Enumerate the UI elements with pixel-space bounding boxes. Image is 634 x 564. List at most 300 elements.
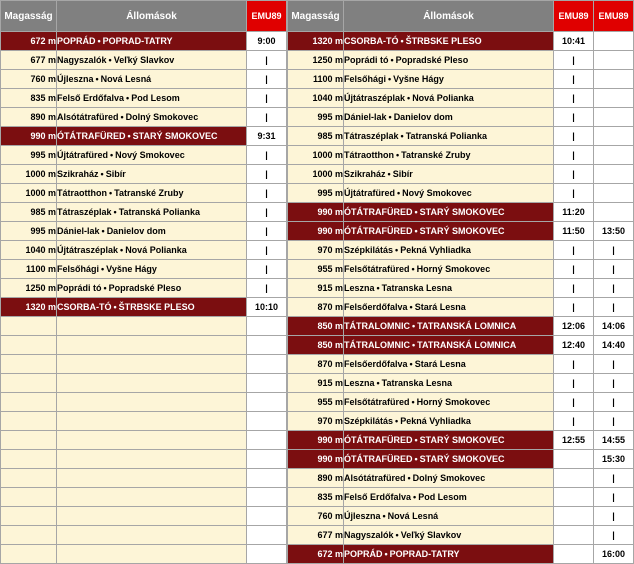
altitude-cell: 850 m <box>288 336 344 355</box>
empty-cell <box>1 507 57 526</box>
altitude-cell: 1100 m <box>288 70 344 89</box>
separator: • <box>113 207 117 217</box>
station-name: TÁTRALOMNIC <box>344 340 410 350</box>
station-row <box>288 127 634 146</box>
separator: • <box>388 112 392 122</box>
altitude-cell: 1000 m <box>288 165 344 184</box>
station-cell <box>57 184 247 203</box>
station-name: Felsőerdőfalva <box>344 359 408 369</box>
empty-cell <box>1 488 57 507</box>
time-cell <box>594 32 634 51</box>
major-station-row <box>288 431 634 450</box>
station-alias: Pekná Vyhliadka <box>400 416 471 426</box>
time-cell: | <box>554 108 594 127</box>
separator: • <box>412 340 416 350</box>
empty-row <box>1 431 287 450</box>
time-cell: | <box>594 260 634 279</box>
station-cell <box>344 431 554 450</box>
time-cell: 10:10 <box>247 298 287 317</box>
altitude-cell: 990 m <box>288 222 344 241</box>
station-cell <box>57 108 247 127</box>
separator: • <box>376 378 380 388</box>
station-name: Lesznа <box>344 378 375 388</box>
station-cell <box>344 89 554 108</box>
station-name: ÓTÁTRAFÜRED <box>344 226 413 236</box>
timetable-right-body <box>288 32 634 564</box>
time-cell: | <box>554 298 594 317</box>
station-alias: STARÝ SMOKOVEC <box>419 207 505 217</box>
station-row <box>1 70 287 89</box>
separator: • <box>414 454 418 464</box>
station-name: Tátraszéplak <box>344 131 399 141</box>
time-cell: 9:31 <box>247 127 287 146</box>
empty-cell <box>57 450 247 469</box>
station-alias: Pod Lesom <box>418 492 467 502</box>
time-cell: 10:41 <box>554 32 594 51</box>
station-row <box>1 222 287 241</box>
time-cell <box>554 469 594 488</box>
station-alias: Nová Lesná <box>100 74 152 84</box>
station-cell <box>57 241 247 260</box>
major-station-row <box>288 317 634 336</box>
station-row <box>288 184 634 203</box>
separator: • <box>100 169 104 179</box>
time-cell: | <box>594 298 634 317</box>
station-cell <box>344 184 554 203</box>
altitude-cell: 760 m <box>288 507 344 526</box>
empty-cell <box>57 488 247 507</box>
time-cell: | <box>247 279 287 298</box>
time-cell: | <box>247 222 287 241</box>
time-cell: | <box>594 488 634 507</box>
major-station-row <box>288 32 634 51</box>
station-alias: Nová Lesná <box>387 511 439 521</box>
station-row <box>1 241 287 260</box>
station-name: Újtátrafüred <box>57 150 109 160</box>
time-cell: 12:40 <box>554 336 594 355</box>
empty-cell <box>247 469 287 488</box>
station-name: Felsőhági <box>57 264 100 274</box>
time-cell: | <box>554 165 594 184</box>
station-alias: Tatranska Lesna <box>381 378 453 388</box>
station-name: Tátraotthon <box>57 188 107 198</box>
station-name: Újleszna <box>57 74 94 84</box>
station-row <box>288 241 634 260</box>
station-alias: Vyšne Hágy <box>393 74 444 84</box>
station-name: Alsótátrafüred <box>344 473 406 483</box>
station-alias: Dolný Smokovec <box>412 473 486 483</box>
time-cell: | <box>247 89 287 108</box>
station-row <box>288 488 634 507</box>
time-cell: | <box>594 393 634 412</box>
station-alias: Tatranské Zruby <box>114 188 184 198</box>
time-cell: | <box>554 393 594 412</box>
empty-cell <box>247 374 287 393</box>
station-cell <box>57 51 247 70</box>
station-row <box>288 51 634 70</box>
separator: • <box>414 226 418 236</box>
station-alias: Stará Lesna <box>414 302 466 312</box>
separator: • <box>376 283 380 293</box>
station-name: CSORBA-TÓ <box>57 302 112 312</box>
major-station-row <box>288 545 634 564</box>
empty-cell <box>247 336 287 355</box>
time-cell: 14:40 <box>594 336 634 355</box>
empty-cell <box>1 545 57 564</box>
empty-row <box>1 355 287 374</box>
separator: • <box>407 473 411 483</box>
timetable-right <box>287 0 634 564</box>
time-cell <box>594 70 634 89</box>
time-cell: | <box>247 108 287 127</box>
time-cell: | <box>554 146 594 165</box>
altitude-cell: 955 m <box>288 260 344 279</box>
empty-cell <box>1 393 57 412</box>
station-row <box>288 412 634 431</box>
time-cell: | <box>594 355 634 374</box>
station-name: ÓTÁTRAFÜRED <box>344 454 413 464</box>
altitude-cell: 985 m <box>288 127 344 146</box>
station-name: Szépkilátás <box>344 416 394 426</box>
time-cell: 11:20 <box>554 203 594 222</box>
station-alias: TATRANSKÁ LOMNICA <box>417 340 517 350</box>
empty-cell <box>57 393 247 412</box>
separator: • <box>388 74 392 84</box>
time-cell <box>594 127 634 146</box>
station-cell <box>57 127 247 146</box>
empty-cell <box>247 526 287 545</box>
empty-cell <box>1 450 57 469</box>
station-name: POPRÁD <box>57 36 96 46</box>
separator: • <box>103 283 107 293</box>
station-cell <box>344 203 554 222</box>
time-cell: 12:06 <box>554 317 594 336</box>
station-row <box>1 203 287 222</box>
station-cell <box>344 526 554 545</box>
altitude-cell: 1000 m <box>288 146 344 165</box>
station-name: Poprádi tó <box>344 55 389 65</box>
separator: • <box>384 549 388 559</box>
station-alias: Popradské Pleso <box>108 283 182 293</box>
empty-cell <box>57 317 247 336</box>
empty-row <box>1 469 287 488</box>
station-alias: Stará Lesna <box>414 359 466 369</box>
station-name: Felsőtátrafüred <box>344 397 410 407</box>
station-row <box>1 146 287 165</box>
separator: • <box>109 188 113 198</box>
empty-cell <box>247 412 287 431</box>
station-cell <box>344 317 554 336</box>
station-alias: Vyšne Hágy <box>106 264 157 274</box>
time-cell <box>594 89 634 108</box>
separator: • <box>382 511 386 521</box>
altitude-cell: 850 m <box>288 317 344 336</box>
empty-cell <box>57 412 247 431</box>
station-name: ÓTÁTRAFÜRED <box>344 207 413 217</box>
altitude-cell: 1100 m <box>1 260 57 279</box>
station-row <box>288 393 634 412</box>
time-cell: | <box>594 241 634 260</box>
altitude-cell: 1000 m <box>1 184 57 203</box>
station-alias: TATRANSKÁ LOMNICA <box>417 321 517 331</box>
station-name: Felsőtátrafüred <box>344 264 410 274</box>
time-cell: | <box>594 507 634 526</box>
empty-cell <box>1 336 57 355</box>
altitude-cell: 672 m <box>288 545 344 564</box>
altitude-cell: 970 m <box>288 241 344 260</box>
station-cell <box>344 32 554 51</box>
station-name: ÓTÁTRAFÜRED <box>344 435 413 445</box>
time-cell <box>554 507 594 526</box>
station-alias: Veľký Slavkov <box>113 55 175 65</box>
time-cell <box>594 165 634 184</box>
station-row <box>288 469 634 488</box>
station-row <box>288 374 634 393</box>
station-row <box>1 260 287 279</box>
empty-cell <box>57 355 247 374</box>
station-name: Újtátrafüred <box>344 188 396 198</box>
altitude-cell: 835 m <box>288 488 344 507</box>
empty-cell <box>247 507 287 526</box>
altitude-cell: 915 m <box>288 279 344 298</box>
station-row <box>1 108 287 127</box>
altitude-cell: 955 m <box>288 393 344 412</box>
empty-cell <box>57 507 247 526</box>
time-cell: | <box>554 355 594 374</box>
empty-cell <box>57 526 247 545</box>
station-row <box>288 355 634 374</box>
empty-cell <box>57 469 247 488</box>
station-row <box>1 89 287 108</box>
time-cell <box>594 51 634 70</box>
header-row <box>288 1 634 32</box>
separator: • <box>400 131 404 141</box>
time-cell: | <box>554 260 594 279</box>
separator: • <box>395 530 399 540</box>
major-station-row <box>288 203 634 222</box>
major-station-row <box>1 32 287 51</box>
station-name: POPRÁD <box>344 549 383 559</box>
time-cell: | <box>554 279 594 298</box>
separator: • <box>113 302 117 312</box>
station-cell <box>57 298 247 317</box>
altitude-cell: 1040 m <box>288 89 344 108</box>
altitude-cell: 1250 m <box>288 51 344 70</box>
station-name: Dániel-lak <box>344 112 387 122</box>
time-cell: | <box>594 526 634 545</box>
empty-cell <box>247 545 287 564</box>
empty-cell <box>247 355 287 374</box>
altitude-cell: 995 m <box>288 184 344 203</box>
station-alias: POPRAD-TATRY <box>102 36 173 46</box>
time-cell: 11:50 <box>554 222 594 241</box>
station-name: TÁTRALOMNIC <box>344 321 410 331</box>
station-alias: Nový Smokovec <box>115 150 185 160</box>
station-row <box>288 70 634 89</box>
empty-row <box>1 317 287 336</box>
empty-row <box>1 507 287 526</box>
time-cell: 13:50 <box>594 222 634 241</box>
altitude-cell: 995 m <box>288 108 344 127</box>
altitude-cell: 1040 m <box>1 241 57 260</box>
empty-row <box>1 488 287 507</box>
station-cell <box>57 222 247 241</box>
time-cell: 9:00 <box>247 32 287 51</box>
station-row <box>1 184 287 203</box>
time-cell: | <box>247 70 287 89</box>
station-cell <box>344 298 554 317</box>
separator: • <box>407 93 411 103</box>
altitude-cell: 760 m <box>1 70 57 89</box>
station-alias: Horný Smokovec <box>416 264 491 274</box>
time-cell: | <box>594 279 634 298</box>
empty-cell <box>247 393 287 412</box>
time-cell: | <box>247 203 287 222</box>
empty-cell <box>1 374 57 393</box>
time-cell: 16:00 <box>594 545 634 564</box>
station-name: Felsőerdőfalva <box>344 302 408 312</box>
altitude-cell: 990 m <box>288 450 344 469</box>
train-header: EMU89 <box>594 1 634 32</box>
station-row <box>288 165 634 184</box>
station-cell <box>344 507 554 526</box>
station-row <box>288 108 634 127</box>
station-name: Újtátraszéplak <box>57 245 119 255</box>
station-row <box>288 526 634 545</box>
station-name: Dániel-lak <box>57 226 100 236</box>
station-alias: Tatranská Polianka <box>118 207 201 217</box>
header-row <box>1 1 287 32</box>
station-cell <box>344 488 554 507</box>
separator: • <box>411 264 415 274</box>
time-cell: | <box>247 51 287 70</box>
separator: • <box>395 245 399 255</box>
station-name: Nagyszalók <box>344 530 394 540</box>
station-cell <box>344 51 554 70</box>
station-row <box>1 51 287 70</box>
separator: • <box>101 264 105 274</box>
empty-row <box>1 450 287 469</box>
station-row <box>1 165 287 184</box>
station-row <box>1 279 287 298</box>
altitude-cell: 970 m <box>288 412 344 431</box>
station-alias: ŠTRBSKE PLESO <box>118 302 195 312</box>
station-alias: Dolný Smokovec <box>125 112 199 122</box>
time-cell: | <box>594 469 634 488</box>
station-name: Újtátraszéplak <box>344 93 406 103</box>
station-alias: Horný Smokovec <box>416 397 491 407</box>
station-row <box>288 279 634 298</box>
empty-cell <box>1 355 57 374</box>
time-cell <box>594 184 634 203</box>
time-cell: | <box>554 127 594 146</box>
station-name: Felsőhági <box>344 74 387 84</box>
station-cell <box>344 355 554 374</box>
empty-cell <box>247 450 287 469</box>
station-alias: Veľký Slavkov <box>400 530 462 540</box>
station-cell <box>57 89 247 108</box>
major-station-row <box>288 450 634 469</box>
separator: • <box>101 226 105 236</box>
separator: • <box>97 36 101 46</box>
altitude-cell: 995 m <box>1 222 57 241</box>
time-cell: | <box>554 412 594 431</box>
station-alias: Pod Lesom <box>131 93 180 103</box>
empty-cell <box>57 431 247 450</box>
empty-cell <box>57 374 247 393</box>
station-cell <box>344 279 554 298</box>
station-alias: STARÝ SMOKOVEC <box>419 435 505 445</box>
empty-row <box>1 374 287 393</box>
station-cell <box>57 32 247 51</box>
empty-cell <box>1 469 57 488</box>
station-alias: POPRAD-TATRY <box>389 549 460 559</box>
separator: • <box>414 435 418 445</box>
empty-cell <box>247 317 287 336</box>
station-name: Leszna <box>344 283 375 293</box>
major-station-row <box>288 222 634 241</box>
time-cell: | <box>554 374 594 393</box>
station-cell <box>57 260 247 279</box>
station-cell <box>57 203 247 222</box>
altitude-cell: 870 m <box>288 355 344 374</box>
time-cell: | <box>554 70 594 89</box>
altitude-cell: 677 m <box>1 51 57 70</box>
time-cell: | <box>247 241 287 260</box>
station-alias: STARÝ SMOKOVEC <box>419 226 505 236</box>
time-cell: | <box>554 89 594 108</box>
stations-header: Állomások <box>57 1 247 32</box>
station-alias: Pekná Vyhliadka <box>400 245 471 255</box>
time-cell <box>554 545 594 564</box>
separator: • <box>409 302 413 312</box>
station-cell <box>344 393 554 412</box>
station-name: Poprádi tó <box>57 283 102 293</box>
altitude-cell: 985 m <box>1 203 57 222</box>
altitude-cell: 990 m <box>1 127 57 146</box>
time-cell <box>594 146 634 165</box>
station-alias: Nová Polianka <box>412 93 474 103</box>
time-cell <box>594 203 634 222</box>
altitude-cell: 1000 m <box>1 165 57 184</box>
empty-cell <box>1 526 57 545</box>
empty-cell <box>1 431 57 450</box>
timetable-left <box>0 0 287 564</box>
separator: • <box>126 93 130 103</box>
altitude-cell: 990 m <box>288 203 344 222</box>
station-cell <box>344 165 554 184</box>
separator: • <box>413 492 417 502</box>
station-cell <box>344 70 554 89</box>
time-cell: | <box>247 184 287 203</box>
altitude-cell: 835 m <box>1 89 57 108</box>
station-name: Szikraház <box>344 169 386 179</box>
station-name: Szépkilátás <box>344 245 394 255</box>
time-cell <box>594 108 634 127</box>
station-row <box>288 507 634 526</box>
altitude-cell: 1250 m <box>1 279 57 298</box>
altitude-cell: 1320 m <box>1 298 57 317</box>
station-cell <box>57 165 247 184</box>
station-alias: Danielov dom <box>106 226 166 236</box>
station-cell <box>344 469 554 488</box>
train-header: EMU89 <box>554 1 594 32</box>
station-name: Alsótátrafüred <box>57 112 119 122</box>
station-cell <box>57 279 247 298</box>
station-alias: Popradské Pleso <box>395 55 469 65</box>
time-cell: | <box>554 51 594 70</box>
station-name: Felső Erdőfalva <box>57 93 125 103</box>
